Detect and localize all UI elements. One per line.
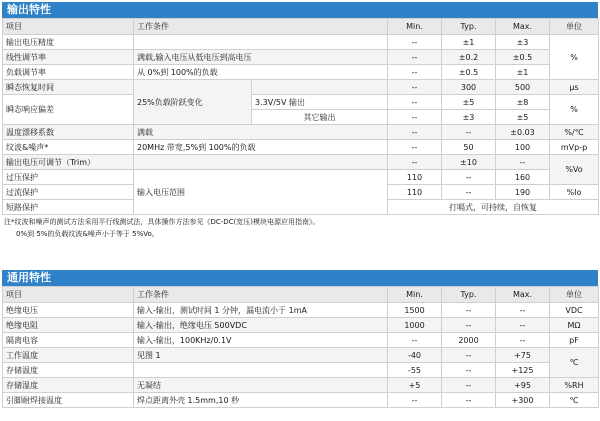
condition-cell: 见图 1	[134, 348, 388, 363]
condition-cell: 25%负载阶跃变化	[134, 80, 252, 125]
item-cell: 工作温度	[3, 348, 134, 363]
min-cell: 110	[388, 185, 442, 200]
condition-cell	[134, 155, 388, 170]
table-row	[3, 363, 599, 378]
typ-cell: --	[442, 170, 496, 185]
max-cell: 160	[496, 170, 550, 185]
footnote: 注*纹波和噪声的测试方法采用平行线测试法，具体操作方法参见《DC-DC(宽压)模块电源应用指南》。	[4, 218, 320, 226]
condition-cell: 从 0%到 100%的负载	[134, 65, 388, 80]
header-typ: Typ.	[442, 287, 496, 303]
table-row	[3, 140, 599, 155]
item-cell: 绝缘电阻	[3, 318, 134, 333]
condition-cell	[134, 363, 388, 378]
max-cell: ±1	[496, 65, 550, 80]
typ-cell: ±10	[442, 155, 496, 170]
min-cell: --	[388, 35, 442, 50]
table-row	[3, 318, 599, 333]
min-cell: --	[388, 125, 442, 140]
table-row	[3, 348, 599, 363]
max-cell: ±8	[496, 95, 550, 110]
table-row	[3, 378, 599, 393]
header-condition: 工作条件	[134, 19, 388, 35]
min-cell: 1000	[388, 318, 442, 333]
min-cell: --	[388, 155, 442, 170]
typ-cell: --	[442, 363, 496, 378]
output-header-row	[3, 19, 599, 35]
min-cell: --	[388, 140, 442, 155]
min-cell: --	[388, 393, 442, 408]
table-row	[3, 125, 599, 140]
table-row	[3, 170, 599, 185]
unit-cell: %/℃	[550, 125, 599, 140]
condition-cell: 输入-输出，绝缘电压 500VDC	[134, 318, 388, 333]
max-cell: ±0.5	[496, 50, 550, 65]
max-cell: +95	[496, 378, 550, 393]
max-cell: 500	[496, 80, 550, 95]
unit-cell: %	[550, 35, 599, 80]
general-section-title: 通用特性	[2, 270, 598, 286]
max-cell: 100	[496, 140, 550, 155]
header-min: Min.	[388, 19, 442, 35]
min-cell: --	[388, 333, 442, 348]
min-cell: --	[388, 65, 442, 80]
unit-cell: µs	[550, 80, 599, 95]
item-cell: 存储湿度	[3, 378, 134, 393]
condition-subcell: 其它输出	[252, 110, 388, 125]
typ-cell: --	[442, 303, 496, 318]
item-cell: 短路保护	[3, 200, 134, 215]
table-row	[3, 35, 599, 50]
header-item: 项目	[3, 287, 134, 303]
item-cell: 过流保护	[3, 185, 134, 200]
min-cell: --	[388, 110, 442, 125]
general-header-row	[3, 287, 599, 303]
max-cell: --	[496, 155, 550, 170]
unit-cell: pF	[550, 333, 599, 348]
unit-cell: ℃	[550, 348, 599, 378]
item-cell: 输出电压可调节（Trim）	[3, 155, 134, 170]
item-cell: 存储温度	[3, 363, 134, 378]
unit-cell: MΩ	[550, 318, 599, 333]
output-section-title: 输出特性	[2, 2, 598, 18]
general-characteristics-section	[2, 270, 598, 408]
max-cell: +125	[496, 363, 550, 378]
max-cell: 190	[496, 185, 550, 200]
footnote-continued: 0%到 5%的负载纹波&噪声小于等于 5%Vo。	[16, 230, 159, 238]
unit-cell: mVp-p	[550, 140, 599, 155]
min-cell: --	[388, 50, 442, 65]
max-cell: --	[496, 303, 550, 318]
table-row	[3, 155, 599, 170]
item-cell: 引脚耐焊接温度	[3, 393, 134, 408]
min-cell: --	[388, 80, 442, 95]
condition-cell: 满载,输入电压从低电压到高电压	[134, 50, 388, 65]
typ-cell: 50	[442, 140, 496, 155]
table-row	[3, 303, 599, 318]
item-cell: 线性调节率	[3, 50, 134, 65]
general-table	[2, 286, 599, 408]
max-cell: --	[496, 333, 550, 348]
min-cell: 110	[388, 170, 442, 185]
typ-cell: ±3	[442, 110, 496, 125]
max-cell: ±0.03	[496, 125, 550, 140]
typ-cell: --	[442, 318, 496, 333]
item-cell: 绝缘电压	[3, 303, 134, 318]
item-cell: 过压保护	[3, 170, 134, 185]
output-table	[2, 18, 599, 215]
condition-cell	[134, 35, 388, 50]
header-item: 项目	[3, 19, 134, 35]
condition-cell: 满载	[134, 125, 388, 140]
unit-cell: %Vo	[550, 155, 599, 185]
header-max: Max.	[496, 19, 550, 35]
max-cell: ±5	[496, 110, 550, 125]
typ-cell: 300	[442, 80, 496, 95]
item-cell: 隔离电容	[3, 333, 134, 348]
item-cell: 瞬态响应偏差	[3, 95, 134, 125]
table-row	[3, 80, 599, 95]
item-cell: 纹波&噪声*	[3, 140, 134, 155]
min-cell: +5	[388, 378, 442, 393]
item-cell: 输出电压精度	[3, 35, 134, 50]
min-cell: --	[388, 95, 442, 110]
item-cell: 负载调节率	[3, 65, 134, 80]
table-row	[3, 50, 599, 65]
typ-cell: 2000	[442, 333, 496, 348]
condition-subcell	[252, 80, 388, 95]
header-unit: 单位	[550, 287, 599, 303]
unit-cell: ℃	[550, 393, 599, 408]
item-cell: 瞬态恢复时间	[3, 80, 134, 95]
typ-cell: ±5	[442, 95, 496, 110]
typ-cell: ±0.5	[442, 65, 496, 80]
max-cell: +75	[496, 348, 550, 363]
table-row	[3, 95, 599, 110]
output-characteristics-section	[2, 2, 598, 239]
condition-cell: 20MHz 带宽,5%到 100%的负载	[134, 140, 388, 155]
value-cell: 打嗝式，可持续，自恢复	[388, 200, 599, 215]
min-cell: -40	[388, 348, 442, 363]
condition-cell: 焊点距离外壳 1.5mm,10 秒	[134, 393, 388, 408]
header-unit: 单位	[550, 19, 599, 35]
typ-cell: --	[442, 348, 496, 363]
header-max: Max.	[496, 287, 550, 303]
unit-cell: VDC	[550, 303, 599, 318]
typ-cell: --	[442, 185, 496, 200]
condition-cell: 无凝结	[134, 378, 388, 393]
condition-cell: 输入-输出，测试时间 1 分钟，漏电流小于 1mA	[134, 303, 388, 318]
unit-cell: %RH	[550, 378, 599, 393]
typ-cell: ±0.2	[442, 50, 496, 65]
table-row	[3, 393, 599, 408]
max-cell: +300	[496, 393, 550, 408]
table-row	[3, 65, 599, 80]
header-typ: Typ.	[442, 19, 496, 35]
min-cell: -55	[388, 363, 442, 378]
condition-cell: 输入-输出，100KHz/0.1V	[134, 333, 388, 348]
header-min: Min.	[388, 287, 442, 303]
typ-cell: --	[442, 393, 496, 408]
typ-cell: --	[442, 378, 496, 393]
table-row	[3, 333, 599, 348]
min-cell: 1500	[388, 303, 442, 318]
typ-cell: ±1	[442, 35, 496, 50]
max-cell: --	[496, 318, 550, 333]
unit-cell: %	[550, 95, 599, 125]
item-cell: 温度漂移系数	[3, 125, 134, 140]
typ-cell: --	[442, 125, 496, 140]
condition-cell: 输入电压范围	[134, 170, 388, 215]
unit-cell: %Io	[550, 185, 599, 200]
header-condition: 工作条件	[134, 287, 388, 303]
max-cell: ±3	[496, 35, 550, 50]
condition-subcell: 3.3V/5V 输出	[252, 95, 388, 110]
